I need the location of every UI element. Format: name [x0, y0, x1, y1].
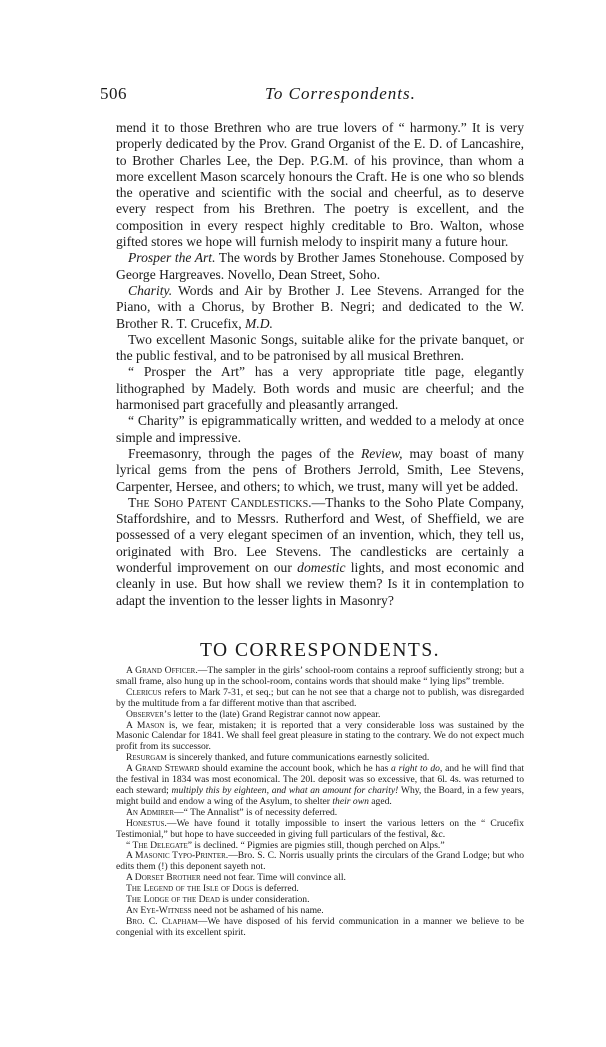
paragraph: mend it to those Brethren who are true lovers of “ harmony.” It is very properly dedicated by the Prov. Grand Organist of the E. D. of Lancashire, to Brother Charles Lee, the Dep. P.G.M. of his province, than whom a more excellent Mason scarcely honours the Craft. He is one who so blends the operative and scientific with the social and cheerful, as to deserve every respect from his Brethren. The poetry is excellent, and the composition in every respect highly creditable to Bro. Walton, whose gifted stores we hope will furnish melody to inspirit many a future hour.	[116, 120, 524, 250]
song-title: Charity.	[128, 282, 173, 298]
correspondents-notes	[116, 666, 524, 939]
paragraph: Freemasonry, through the pages of the Review, may boast of many lyrical gems from the pens of Brothers Jerrold, Smith, Lee Stevens, Carpenter, Hersee, and others; to which, we trust, many will yet be added.	[116, 445, 524, 494]
note: An Eye-Witness need not be ashamed of his name.	[126, 904, 324, 916]
song-title: Prosper the Art.	[128, 250, 216, 266]
note: Honestus.—We have found it totally impossible to insert the various letters on the “ Crucefix Testimonial,” but hope to have succeeded in giving full particulars of the festival, &c.	[116, 817, 524, 840]
note: Resurgam is sincerely thanked, and future communications earnestly solicited.	[126, 752, 430, 764]
item-title: The Soho Patent Candlesticks.	[128, 494, 312, 510]
note: A Mason is, we fear, mistaken; it is reported that a very considerable loss was sustained by the Masonic Calendar for 1841. We shall feel great pleasure in stating to the contrary. We do not expect much profit from its successor.	[116, 719, 524, 753]
note: The Lodge of the Dead is under consideration.	[126, 894, 310, 906]
note: An Admirer—“ The Annalist” is of necessity deferred.	[126, 806, 338, 818]
paragraph: Two excellent Masonic Songs, suitable alike for the private banquet, or the public festival, and to be patronised by all musical Brethren.	[116, 331, 524, 364]
paragraph: “ Prosper the Art” has a very appropriate title page, elegantly lithographed by Madely. Both words and music are cheerful; and the harmonised part gracefully and pleasantly arranged.	[116, 364, 524, 413]
note: A Grand Steward should examine the account book, which he has a right to do, and he will find that the festival in 1834 was most economical. The 20l. deposit was so excessive, that 6l. 4s. was returned to each steward; multiply this by eighteen, and what an amount for charity! Why, the Board, in a few years, might build and endow a wing of the Asylum, to shelter their own aged.	[116, 763, 525, 807]
note: Clericus refers to Mark 7-31, et seq.; but can he not see that a charge not to publish, was disregarded by the multitude from a far different motive than that ascribed.	[116, 686, 524, 709]
paragraph: Charity. Words and Air by Brother J. Lee Stevens. Arranged for the Piano, with a Chorus, by Brother B. Negri; and dedicated to the W. Brother R. T. Crucefix, M.D.	[116, 282, 524, 331]
note: A Dorset Brother need not fear. Time will convince all.	[126, 872, 346, 884]
note: Bro. C. Clapham—We have disposed of his fervid communication in a manner we believe to be congenial with its excellent spirit.	[116, 915, 525, 938]
article-body	[116, 120, 524, 609]
paragraph: The Soho Patent Candlesticks.—Thanks to the Soho Plate Company, Staffordshire, and to Messrs. Rutherford and West, of Sheffield, we are possessed of a very elegant specimen of an invention, which, they tell us, originated with Bro. Lee Stevens. The candlesticks are certainly a wonderful improvement on our domestic lights, and most economic and cleanly in use. But how shall we review them? Is it in contemplation to adapt the invention to the lesser lights in Masonry?	[116, 494, 524, 608]
note: A Grand Officer.—The sampler in the girls’ school-room contains a reproof sufficiently strong; but a small frame, also hung up in the school-room, contains words that should make “ lying lips” tremble.	[116, 665, 524, 687]
paragraph: Prosper the Art. The words by Brother James Stonehouse. Composed by George Hargreaves. Novello, Dean Street, Soho.	[116, 250, 524, 282]
paragraph: “ Charity” is epigrammatically written, and wedded to a melody at once simple and impressive.	[116, 413, 524, 445]
page-header	[100, 84, 520, 108]
running-title: To Correspondents.	[265, 84, 416, 103]
note: The Legend of the Isle of Dogs is deferred.	[126, 883, 299, 895]
section-title: TO CORRESPONDENTS.	[199, 640, 441, 661]
page-number: 506	[100, 84, 127, 103]
note: A Masonic Typo-Printer.—Bro. S. C. Norris usually prints the circulars of the Grand Lodge; but who edits them (!) this deponent sayeth not.	[116, 850, 524, 873]
note: “ The Delegate” is declined. “ Pigmies are pigmies still, though perched on Alps.”	[126, 839, 445, 851]
note: Observer’s letter to the (late) Grand Registrar cannot now appear.	[126, 708, 381, 720]
